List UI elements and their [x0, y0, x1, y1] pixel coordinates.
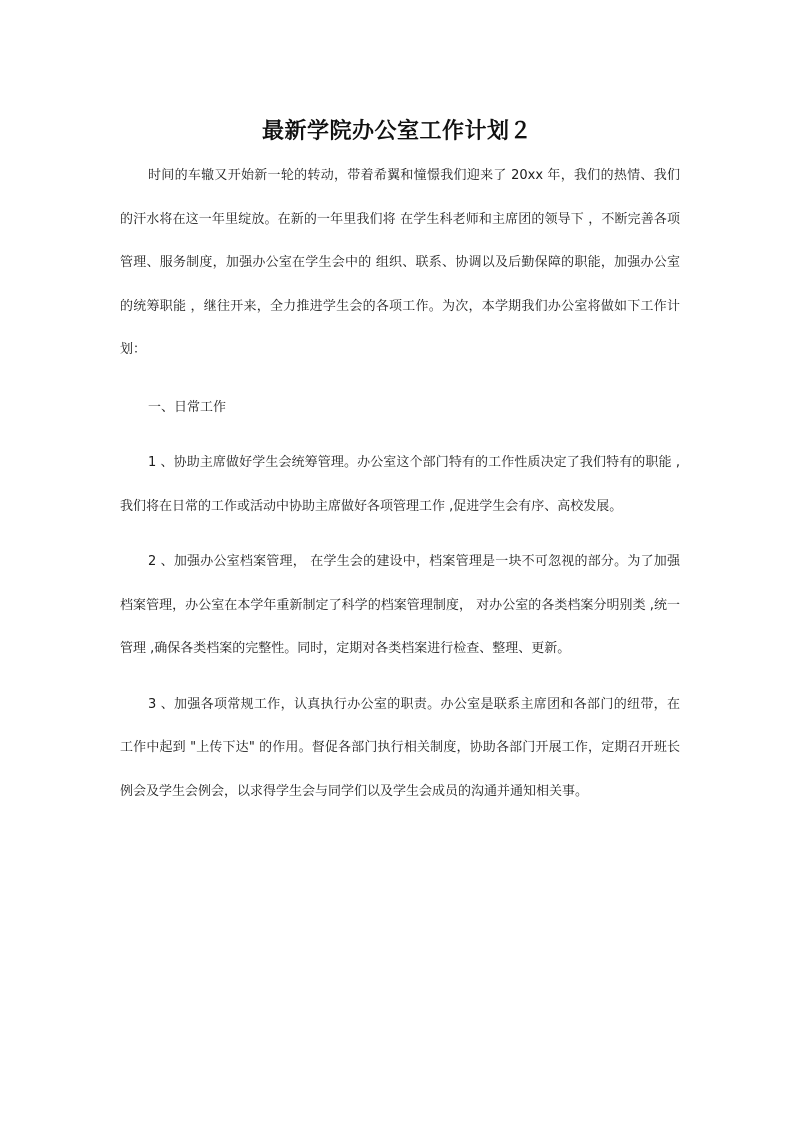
work-item-paragraph: 3 、加强各项常规工作，认真执行办公室的职责。办公室是联系主席团和各部门的纽带，在工作中起到 "上传下达" 的作用。督促各部门执行相关制度，协助各部门开展工作，定期召开班长例会及学生会例会，以求得学生会与同学们以及学生会成员的沟通并通知相关事。	[120, 696, 680, 799]
document-body	[120, 154, 680, 813]
section-heading: 一、日常工作	[148, 399, 227, 415]
work-item-paragraph: 1 、协助主席做好学生会统筹管理。办公室这个部门特有的工作性质决定了我们特有的职能 ,我们将在日常的工作或活动中协助主席做好各项管理工作 ,促进学生会有序、高校发展。	[120, 455, 680, 514]
work-item-paragraph: 2 、加强办公室档案管理， 在学生会的建设中，档案管理是一块不可忽视的部分。为了加强档案管理，办公室在本学年重新制定了科学的档案管理制度， 对办公室的各类档案分明别类 ,统一管理 ,确保各类档案的完整性。同时，定期对各类档案进行检查、整理、更新。	[120, 554, 680, 656]
intro-paragraph: 时间的车辙又开始新一轮的转动，带着希翼和憧憬我们迎来了 20xx 年，我们的热情、我们的汗水将在这一年里绽放。在新的一年里我们将 在学生科老师和主席团的领导下 ，不断完善各项管理、服务制度，加强办公室在学生会中的 组织、联系、协调以及后勤保障的职能，加强办公室的统筹职能 ，继往开来，全力推进学生会的各项工作。为次，本学期我们办公室将做如下工作计划：	[120, 168, 680, 357]
document-title: 最新学院办公室工作计划２	[261, 119, 532, 144]
